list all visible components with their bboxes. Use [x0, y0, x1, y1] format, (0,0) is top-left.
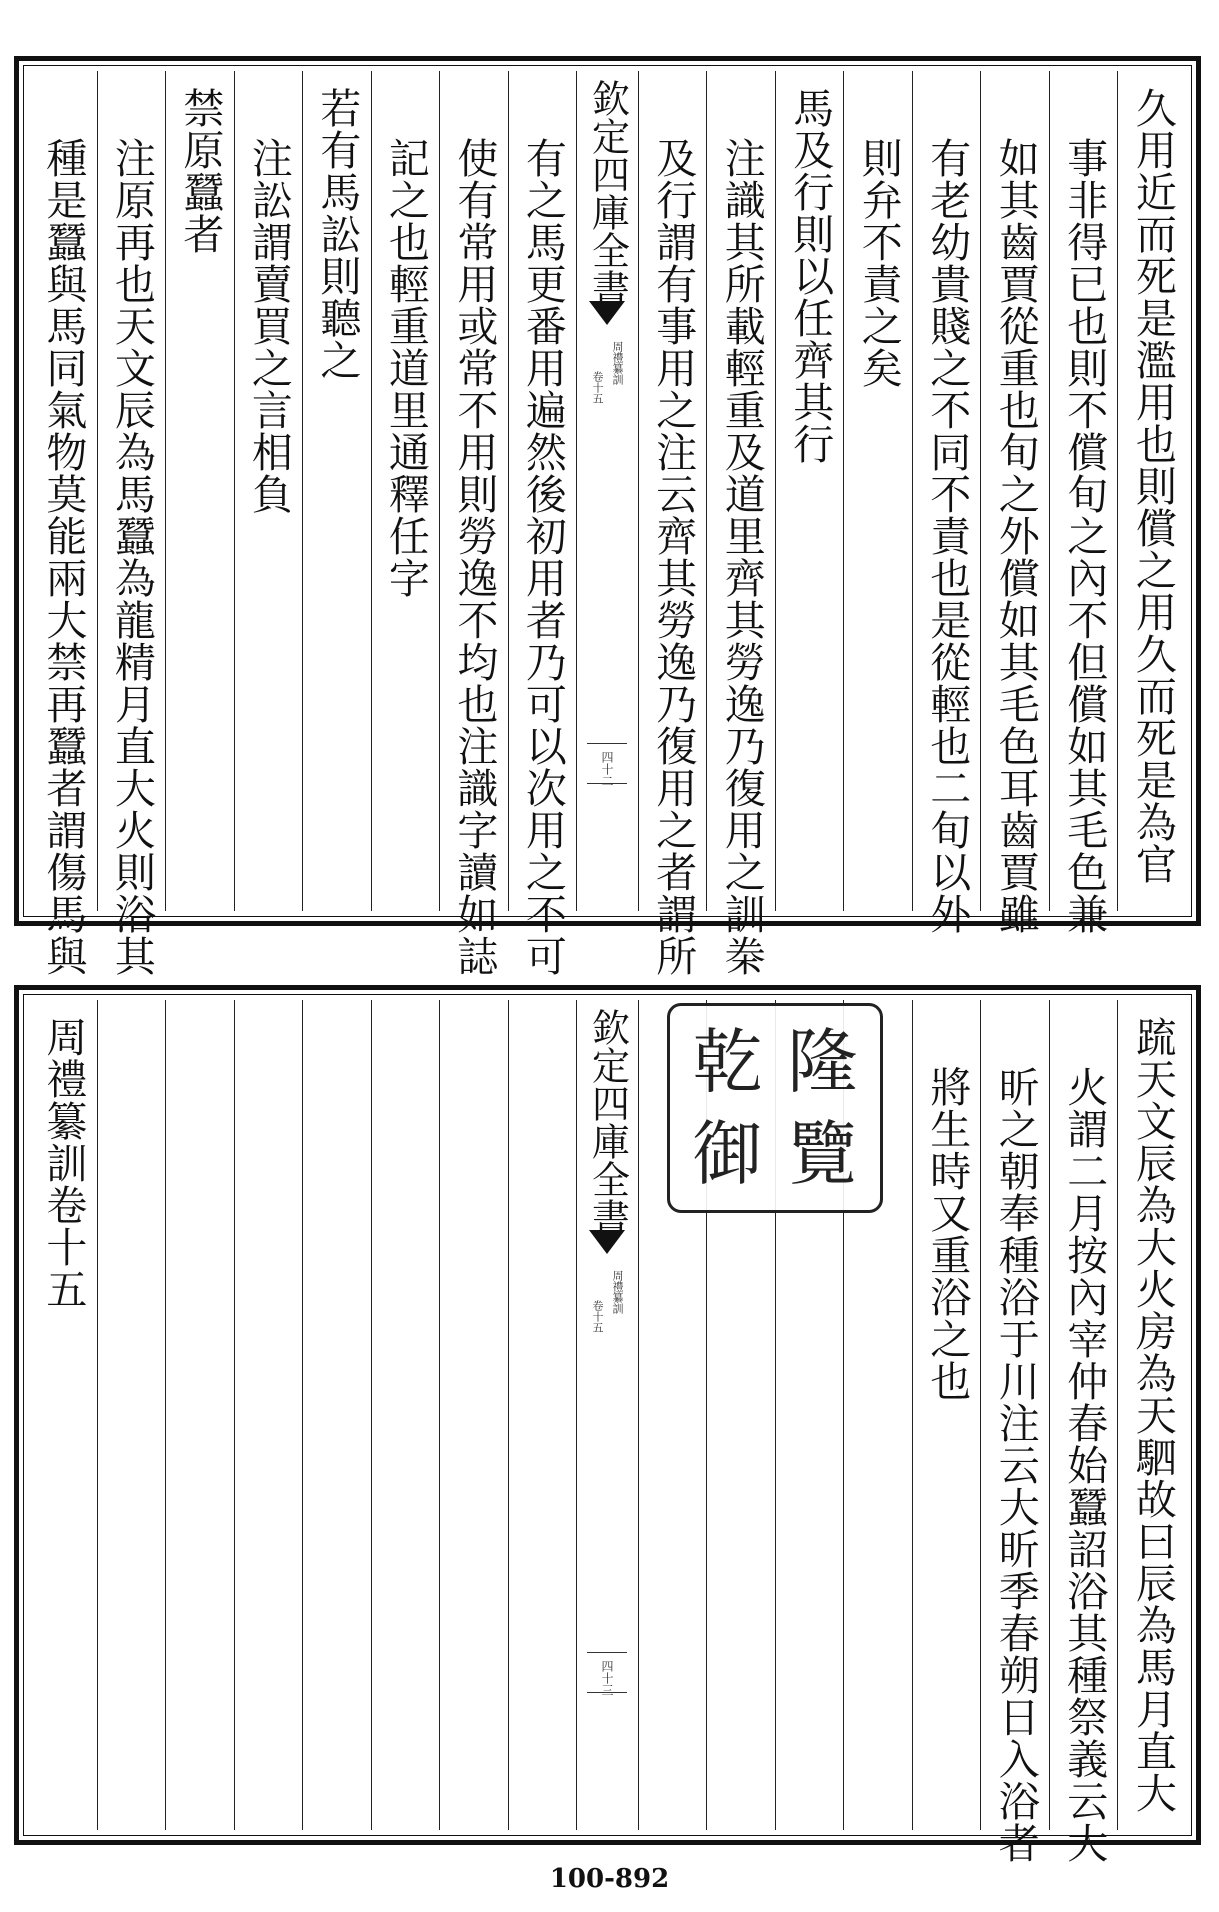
text-column	[439, 71, 508, 977]
empty-column	[508, 1000, 577, 1830]
column-text: 將生時又重浴之也	[923, 1066, 972, 1402]
text-column	[912, 1000, 981, 1830]
column-text: 禁原蠶者	[176, 87, 225, 255]
fishtail-mark	[589, 301, 625, 325]
seal-glyph: 隆	[787, 1021, 858, 1103]
column-text: 周禮纂訓卷十五	[39, 1016, 88, 1310]
empty-column	[439, 1000, 508, 1830]
text-column	[980, 1000, 1049, 1864]
volume-end-title	[29, 1000, 97, 1830]
center-volume: 卷十五	[590, 371, 604, 404]
column-text: 注訟謂賣買之言相負	[244, 137, 293, 515]
bottom-page	[14, 985, 1201, 1864]
empty-column	[234, 1000, 303, 1830]
column-text: 久用近而死是濫用也則償之用久而死是為官	[1128, 87, 1177, 885]
column-text: 使有常用或常不用則勞逸不均也注識字讀如誌	[450, 137, 499, 977]
empty-column	[165, 1000, 234, 1830]
center-rule	[587, 1652, 627, 1653]
column-text: 則弁不責之矣	[854, 137, 903, 389]
top-center-fold	[576, 71, 638, 911]
seal-glyph: 覽	[787, 1113, 858, 1195]
page-reference: 100-892	[549, 1864, 670, 1894]
center-rule	[587, 783, 627, 784]
column-text: 昕之朝奉種浴于川注云大昕季春朔日入浴者	[991, 1066, 1040, 1864]
seal-glyph: 乾	[692, 1021, 763, 1103]
column-text: 注原再也天文辰為馬蠶為龍精月直大火則浴其	[107, 137, 156, 977]
text-column	[638, 71, 707, 977]
center-page-number: 四十二	[599, 751, 614, 787]
column-text: 種是蠶與馬同氣物莫能兩大禁再蠶者謂傷馬與	[39, 137, 88, 977]
text-column	[912, 71, 981, 935]
text-column	[706, 71, 775, 977]
text-column	[302, 71, 371, 911]
center-book-name: 周禮纂訓	[610, 341, 624, 385]
column-text: 火謂二月按內宰仲春始蠶詔浴其種祭義云大	[1060, 1066, 1109, 1864]
fishtail-mark	[589, 1230, 625, 1254]
center-title: 欽定四庫全書	[585, 1008, 630, 1236]
column-text: 馬及行則以任齊其行	[786, 87, 835, 465]
column-text: 記之也輕重道里通釋任字	[381, 137, 430, 599]
top-columns	[29, 71, 1186, 977]
text-column	[1049, 71, 1118, 935]
text-column	[843, 71, 912, 911]
text-column	[508, 71, 577, 977]
top-page	[14, 56, 1201, 977]
text-column	[234, 71, 303, 911]
text-column	[371, 71, 440, 911]
column-text: 及行謂有事用之注云齊其勞逸乃復用之者謂所	[649, 137, 698, 977]
text-column	[775, 71, 844, 911]
center-page-number: 四十三	[599, 1660, 614, 1696]
center-book-name: 周禮纂訓	[610, 1270, 624, 1314]
text-column	[980, 71, 1049, 935]
bottom-center-fold	[576, 1000, 638, 1830]
seal-glyph: 御	[692, 1113, 763, 1195]
column-text: 若有馬訟則聽之	[313, 87, 362, 381]
text-column	[1117, 1000, 1186, 1830]
column-text: 如其齒賈從重也旬之外償如其毛色耳齒賈雖	[991, 137, 1040, 935]
column-text: 事非得已也則不償旬之內不但償如其毛色兼	[1060, 137, 1109, 935]
empty-column	[97, 1000, 166, 1830]
center-rule	[587, 1692, 627, 1693]
column-text: 䟽天文辰為大火房為天駟故曰辰為馬月直大	[1128, 1016, 1177, 1814]
column-text: 注識其所載輕重及道里齊其勞逸乃復用之訓桊	[717, 137, 766, 977]
empty-column	[371, 1000, 440, 1830]
center-rule	[587, 743, 627, 744]
column-text: 有之馬更番用遍然後初用者乃可以次用之不可	[518, 137, 567, 977]
empty-column	[302, 1000, 371, 1830]
text-column	[165, 71, 234, 911]
text-column	[29, 71, 97, 977]
text-column	[1117, 71, 1186, 911]
text-column	[1049, 1000, 1118, 1864]
bottom-columns	[29, 1000, 1186, 1864]
center-title: 欽定四庫全書	[585, 79, 630, 307]
imperial-seal-stamp	[667, 1003, 883, 1213]
column-text: 有老幼貴賤之不同不責也是從輕也二旬以外	[923, 137, 972, 935]
text-column	[97, 71, 166, 977]
center-volume: 卷十五	[590, 1300, 604, 1333]
